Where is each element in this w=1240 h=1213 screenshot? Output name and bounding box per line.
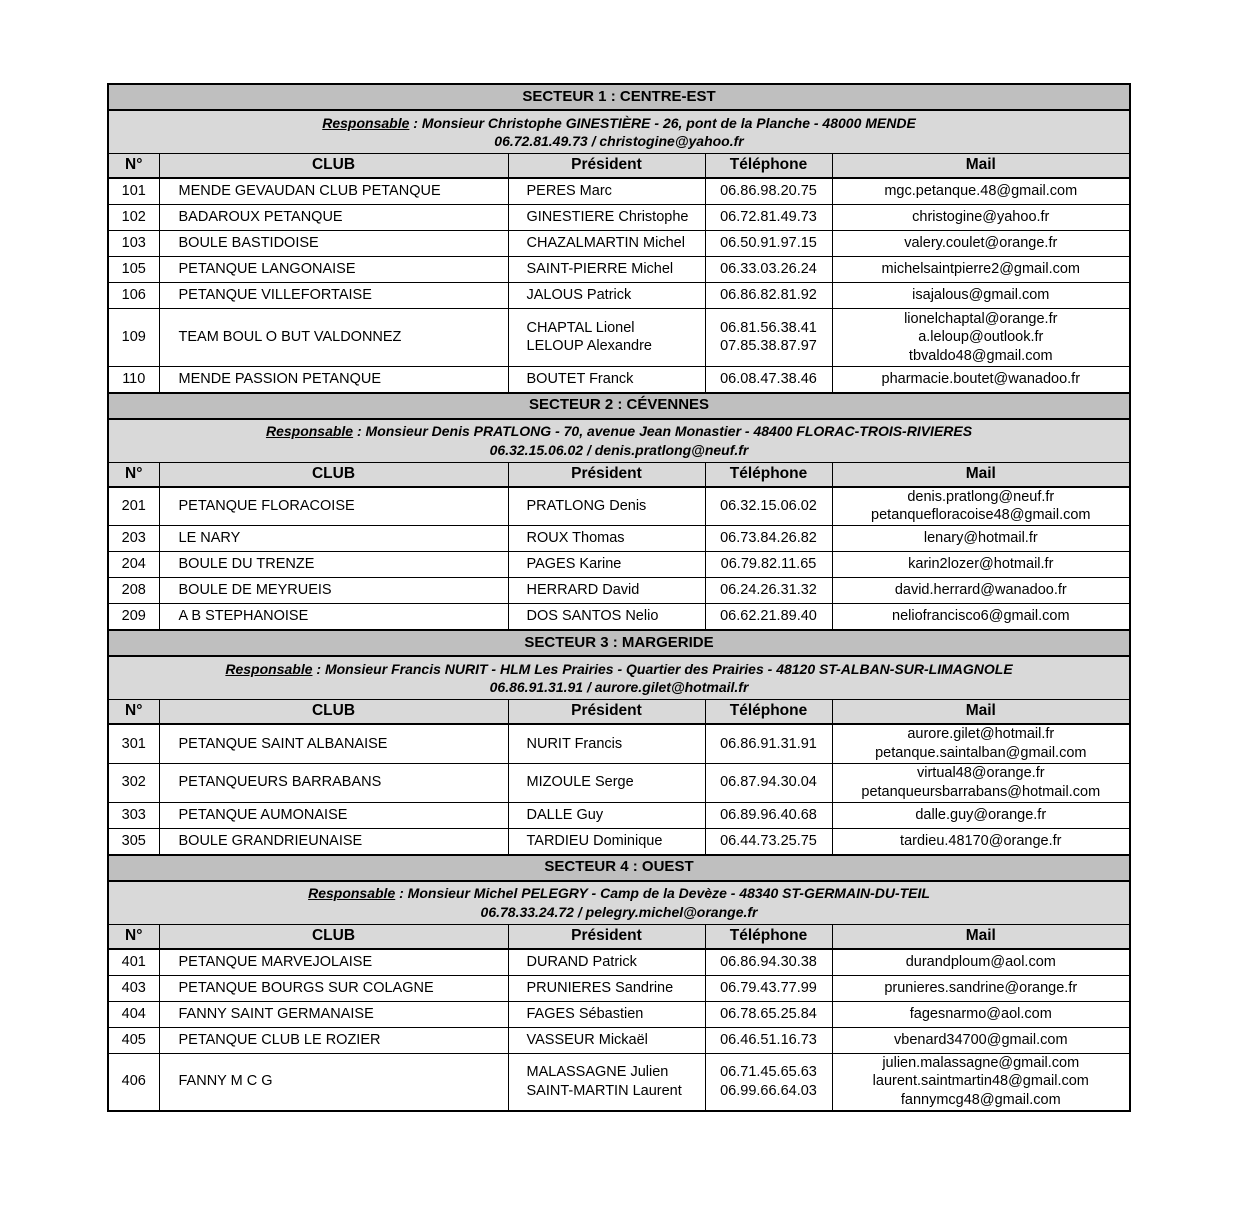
email-address[interactable]: durandploum@aol.com xyxy=(905,953,1056,970)
responsable-contact: 06.78.33.24.72 / pelegry.michel@orange.fr xyxy=(480,903,758,920)
responsable-contact: 06.72.81.49.73 / christogine@yahoo.fr xyxy=(494,133,744,149)
email-address-cell xyxy=(832,828,1130,855)
club-number: 404 xyxy=(108,1001,159,1027)
email-address[interactable]: fannymcg48@gmail.com xyxy=(900,1091,1061,1108)
col-number-header: N° xyxy=(108,154,159,179)
col-mail-header: Mail xyxy=(832,462,1130,487)
email-address-cell xyxy=(832,604,1130,631)
president-name-cell xyxy=(508,231,705,257)
president-name: ROUX Thomas xyxy=(526,530,625,547)
table-row xyxy=(108,552,1130,578)
col-mail-header: Mail xyxy=(832,700,1130,725)
phone-number: 07.85.38.87.97 xyxy=(720,338,817,355)
sector-responsable xyxy=(108,419,1130,463)
club-number: 109 xyxy=(108,309,159,367)
president-name: PAGES Karine xyxy=(526,556,622,573)
col-club-header: CLUB xyxy=(159,154,508,179)
president-name: SAINT-MARTIN Laurent xyxy=(526,1082,682,1099)
club-number: 201 xyxy=(108,487,159,526)
phone-number-cell xyxy=(705,604,832,631)
sector-responsable-row xyxy=(108,656,1130,700)
club-name: BOULE GRANDRIEUNAISE xyxy=(159,828,508,855)
col-phone-header: Téléphone xyxy=(705,462,832,487)
club-name: PETANQUE MARVEJOLAISE xyxy=(159,949,508,976)
club-name: PETANQUE VILLEFORTAISE xyxy=(159,283,508,309)
sector-responsable xyxy=(108,881,1130,925)
sector-title-row xyxy=(108,84,1130,110)
phone-number-cell xyxy=(705,178,832,205)
president-name-cell xyxy=(508,309,705,367)
phone-number-cell xyxy=(705,578,832,604)
president-name-cell xyxy=(508,178,705,205)
phone-number: 06.99.66.64.03 xyxy=(720,1082,817,1099)
table-row xyxy=(108,487,1130,526)
column-header-row xyxy=(108,700,1130,725)
phone-number-cell xyxy=(705,283,832,309)
club-number: 204 xyxy=(108,552,159,578)
table-row xyxy=(108,257,1130,283)
table-row xyxy=(108,366,1130,393)
clubs-directory xyxy=(107,83,1129,1112)
club-name: BADAROUX PETANQUE xyxy=(159,205,508,231)
president-name: VASSEUR Mickaël xyxy=(526,1031,648,1048)
phone-number-cell xyxy=(705,763,832,802)
president-name-cell xyxy=(508,604,705,631)
president-name: LELOUP Alexandre xyxy=(526,338,652,355)
club-number: 208 xyxy=(108,578,159,604)
phone-number-cell xyxy=(705,205,832,231)
col-phone-header: Téléphone xyxy=(705,154,832,179)
president-name: CHAZALMARTIN Michel xyxy=(526,235,685,252)
email-address[interactable]: lionelchaptal@orange.fr xyxy=(904,310,1058,327)
president-name-cell xyxy=(508,975,705,1001)
table-row xyxy=(108,1053,1130,1111)
president-name: DURAND Patrick xyxy=(526,953,637,970)
email-address-cell xyxy=(832,724,1130,763)
club-number: 401 xyxy=(108,949,159,976)
email-address[interactable]: fagesnarmo@aol.com xyxy=(909,1005,1052,1022)
email-address-cell xyxy=(832,309,1130,367)
phone-number: 06.81.56.38.41 xyxy=(720,319,817,336)
email-address[interactable]: david.herrard@wanadoo.fr xyxy=(894,582,1067,599)
president-name: BOUTET Franck xyxy=(526,370,634,387)
col-number-header: N° xyxy=(108,700,159,725)
phone-number: 06.79.82.11.65 xyxy=(720,556,817,573)
table-row xyxy=(108,949,1130,976)
sector-title: SECTEUR 3 : MARGERIDE xyxy=(108,630,1130,656)
table-row xyxy=(108,205,1130,231)
table-row xyxy=(108,975,1130,1001)
president-name-cell xyxy=(508,578,705,604)
president-name-cell xyxy=(508,828,705,855)
phone-number: 06.86.82.81.92 xyxy=(720,287,817,304)
president-name: JALOUS Patrick xyxy=(526,287,632,304)
col-club-header: CLUB xyxy=(159,700,508,725)
club-number: 405 xyxy=(108,1027,159,1053)
phone-number: 06.79.43.77.99 xyxy=(720,979,817,996)
email-address[interactable]: tardieu.48170@orange.fr xyxy=(900,832,1062,849)
col-number-header: N° xyxy=(108,462,159,487)
email-address[interactable]: laurent.saintmartin48@gmail.com xyxy=(872,1073,1089,1090)
sector-title: SECTEUR 1 : CENTRE-EST xyxy=(108,84,1130,110)
email-address-cell xyxy=(832,257,1130,283)
club-number: 406 xyxy=(108,1053,159,1111)
club-name: PETANQUE AUMONAISE xyxy=(159,802,508,828)
email-address[interactable]: petanque.saintalban@gmail.com xyxy=(875,744,1087,761)
email-address-cell xyxy=(832,802,1130,828)
email-address[interactable]: petanqueursbarrabans@hotmail.com xyxy=(861,783,1101,800)
email-address[interactable]: valery.coulet@orange.fr xyxy=(904,235,1058,252)
phone-number-cell xyxy=(705,231,832,257)
email-address[interactable]: michelsaintpierre2@gmail.com xyxy=(881,261,1080,278)
president-name: PRATLONG Denis xyxy=(526,498,647,514)
email-address-cell xyxy=(832,205,1130,231)
email-address-cell xyxy=(832,487,1130,526)
email-address[interactable]: a.leloup@outlook.fr xyxy=(918,329,1044,345)
col-mail-header: Mail xyxy=(832,154,1130,179)
phone-number: 06.86.98.20.75 xyxy=(720,183,817,200)
president-name-cell xyxy=(508,205,705,231)
president-name-cell xyxy=(508,949,705,976)
phone-number-cell xyxy=(705,1027,832,1053)
table-row xyxy=(108,828,1130,855)
email-address-cell xyxy=(832,178,1130,205)
email-address[interactable]: petanquefloracoise48@gmail.com xyxy=(871,507,1091,524)
phone-number-cell xyxy=(705,552,832,578)
sector-responsable xyxy=(108,656,1130,700)
president-name: PRUNIERES Sandrine xyxy=(526,979,674,996)
club-name: MENDE GEVAUDAN CLUB PETANQUE xyxy=(159,178,508,205)
email-address-cell xyxy=(832,975,1130,1001)
phone-number-cell xyxy=(705,724,832,763)
responsable-label: Responsable xyxy=(308,885,396,901)
phone-number-cell xyxy=(705,802,832,828)
email-address[interactable]: neliofrancisco6@gmail.com xyxy=(892,608,1070,625)
email-address-cell xyxy=(832,552,1130,578)
president-name: MIZOULE Serge xyxy=(526,774,634,791)
club-number: 305 xyxy=(108,828,159,855)
club-name: TEAM BOUL O BUT VALDONNEZ xyxy=(159,309,508,367)
phone-number: 06.46.51.16.73 xyxy=(720,1031,817,1048)
club-number: 301 xyxy=(108,724,159,763)
email-address-cell xyxy=(832,1001,1130,1027)
responsable-contact: 06.86.91.31.91 / aurore.gilet@hotmail.fr xyxy=(489,679,749,695)
club-number: 303 xyxy=(108,802,159,828)
president-name-cell xyxy=(508,763,705,802)
email-address-cell xyxy=(832,763,1130,802)
president-name-cell xyxy=(508,487,705,526)
responsable-label: Responsable xyxy=(322,114,410,131)
email-address[interactable]: julien.malassagne@gmail.com xyxy=(882,1054,1080,1071)
club-number: 302 xyxy=(108,763,159,802)
club-name: FANNY M C G xyxy=(159,1053,508,1111)
president-name: DALLE Guy xyxy=(526,806,604,823)
responsable-address: : Monsieur Francis NURIT - HLM Les Prairies - Quartier des Prairies - 48120 ST-ALBAN-SUR-LIMAGNOLE xyxy=(312,660,1013,677)
col-club-header: CLUB xyxy=(159,462,508,487)
president-name-cell xyxy=(508,1053,705,1111)
col-phone-header: Téléphone xyxy=(705,924,832,949)
table-row xyxy=(108,724,1130,763)
phone-number-cell xyxy=(705,828,832,855)
responsable-address: : Monsieur Christophe GINESTIÈRE - 26, pont de la Planche - 48000 MENDE xyxy=(409,114,916,131)
column-header-row xyxy=(108,462,1130,487)
president-name-cell xyxy=(508,802,705,828)
phone-number: 06.72.81.49.73 xyxy=(720,209,817,226)
phone-number: 06.73.84.26.82 xyxy=(720,530,817,547)
email-address[interactable]: mgc.petanque.48@gmail.com xyxy=(884,183,1078,200)
email-address-cell xyxy=(832,366,1130,393)
responsable-line xyxy=(109,660,1129,679)
sector-responsable-row xyxy=(108,881,1130,925)
phone-number-cell xyxy=(705,975,832,1001)
phone-number-cell xyxy=(705,1001,832,1027)
phone-number-cell xyxy=(705,949,832,976)
email-address-cell xyxy=(832,231,1130,257)
phone-number-cell xyxy=(705,309,832,367)
responsable-label: Responsable xyxy=(265,423,354,439)
president-name: HERRARD David xyxy=(526,582,640,599)
email-address-cell xyxy=(832,578,1130,604)
col-president-header: Président xyxy=(508,700,705,725)
responsable-line xyxy=(109,422,1129,441)
club-name: BOULE DE MEYRUEIS xyxy=(159,578,508,604)
president-name: GINESTIERE Christophe xyxy=(526,209,689,226)
president-name: DOS SANTOS Nelio xyxy=(526,608,659,625)
club-name: PETANQUE LANGONAISE xyxy=(159,257,508,283)
phone-number-cell xyxy=(705,487,832,526)
email-address-cell xyxy=(832,1027,1130,1053)
phone-number: 06.89.96.40.68 xyxy=(720,806,817,823)
phone-number: 06.71.45.65.63 xyxy=(720,1064,817,1080)
sector-title: SECTEUR 4 : OUEST xyxy=(108,855,1130,881)
club-number: 403 xyxy=(108,975,159,1001)
president-name: FAGES Sébastien xyxy=(526,1005,644,1022)
sector-title-row xyxy=(108,855,1130,881)
president-name: TARDIEU Dominique xyxy=(526,832,663,849)
club-name: PETANQUEURS BARRABANS xyxy=(159,763,508,802)
club-number: 110 xyxy=(108,366,159,393)
col-president-header: Président xyxy=(508,462,705,487)
column-header-row xyxy=(108,924,1130,949)
phone-number: 06.87.94.30.04 xyxy=(720,774,817,791)
responsable-line xyxy=(109,114,1129,133)
email-address[interactable]: prunieres.sandrine@orange.fr xyxy=(884,979,1078,996)
president-name-cell xyxy=(508,1027,705,1053)
column-header-row xyxy=(108,154,1130,179)
table-row xyxy=(108,526,1130,552)
email-address[interactable]: lenary@hotmail.fr xyxy=(923,530,1038,547)
table-row xyxy=(108,231,1130,257)
club-number: 203 xyxy=(108,526,159,552)
table-row xyxy=(108,283,1130,309)
sector-title-row xyxy=(108,630,1130,656)
club-number: 102 xyxy=(108,205,159,231)
club-name: PETANQUE SAINT ALBANAISE xyxy=(159,724,508,763)
president-name-cell xyxy=(508,257,705,283)
email-address[interactable]: vbenard34700@gmail.com xyxy=(894,1031,1068,1048)
phone-number: 06.32.15.06.02 xyxy=(720,498,817,514)
president-name: SAINT-PIERRE Michel xyxy=(526,261,674,278)
email-address[interactable]: aurore.gilet@hotmail.fr xyxy=(907,726,1055,743)
email-address-cell xyxy=(832,283,1130,309)
table-row xyxy=(108,604,1130,631)
club-name: A B STEPHANOISE xyxy=(159,604,508,631)
email-address-cell xyxy=(832,526,1130,552)
president-name: PERES Marc xyxy=(526,183,612,200)
president-name-cell xyxy=(508,1001,705,1027)
email-address[interactable]: isajalous@gmail.com xyxy=(912,287,1050,304)
phone-number: 06.62.21.89.40 xyxy=(720,608,817,625)
table-row xyxy=(108,1001,1130,1027)
responsable-line xyxy=(109,884,1129,903)
phone-number-cell xyxy=(705,366,832,393)
sector-responsable-row xyxy=(108,110,1130,154)
phone-number: 06.86.94.30.38 xyxy=(720,953,817,970)
phone-number: 06.86.91.31.91 xyxy=(720,735,817,752)
club-name: BOULE DU TRENZE xyxy=(159,552,508,578)
col-phone-header: Téléphone xyxy=(705,700,832,725)
phone-number: 06.44.73.25.75 xyxy=(720,832,817,849)
president-name-cell xyxy=(508,366,705,393)
club-number: 209 xyxy=(108,604,159,631)
responsable-address: : Monsieur Denis PRATLONG - 70, avenue Jean Monastier - 48400 FLORAC-TROIS-RIVIERES xyxy=(353,423,973,439)
club-name: PETANQUE BOURGS SUR COLAGNE xyxy=(159,975,508,1001)
president-name: NURIT Francis xyxy=(526,735,623,752)
table-row xyxy=(108,1027,1130,1053)
phone-number: 06.08.47.38.46 xyxy=(720,370,817,387)
table-row xyxy=(108,309,1130,367)
email-address[interactable]: pharmacie.boutet@wanadoo.fr xyxy=(881,370,1081,387)
phone-number: 06.50.91.97.15 xyxy=(720,235,817,252)
club-number: 101 xyxy=(108,178,159,205)
email-address[interactable]: karin2lozer@hotmail.fr xyxy=(908,556,1054,573)
email-address[interactable]: denis.pratlong@neuf.fr xyxy=(907,488,1055,505)
club-number: 105 xyxy=(108,257,159,283)
responsable-contact: 06.32.15.06.02 / denis.pratlong@neuf.fr xyxy=(489,441,749,458)
club-number: 106 xyxy=(108,283,159,309)
president-name: CHAPTAL Lionel xyxy=(526,319,635,336)
col-club-header: CLUB xyxy=(159,924,508,949)
email-address-cell xyxy=(832,949,1130,976)
email-address-cell xyxy=(832,1053,1130,1111)
club-number: 103 xyxy=(108,231,159,257)
president-name: MALASSAGNE Julien xyxy=(526,1064,669,1080)
responsable-address: : Monsieur Michel PELEGRY - Camp de la Devèze - 48340 ST-GERMAIN-DU-TEIL xyxy=(395,885,930,901)
club-name: PETANQUE FLORACOISE xyxy=(159,487,508,526)
sector-responsable-row xyxy=(108,419,1130,463)
phone-number: 06.33.03.26.24 xyxy=(720,261,817,278)
club-name: BOULE BASTIDOISE xyxy=(159,231,508,257)
email-address[interactable]: tbvaldo48@gmail.com xyxy=(908,347,1053,364)
table-row xyxy=(108,802,1130,828)
president-name-cell xyxy=(508,283,705,309)
table-row xyxy=(108,178,1130,205)
table-row xyxy=(108,578,1130,604)
sector-title: SECTEUR 2 : CÉVENNES xyxy=(108,393,1130,419)
col-number-header: N° xyxy=(108,924,159,949)
phone-number: 06.78.65.25.84 xyxy=(720,1005,817,1022)
phone-number-cell xyxy=(705,526,832,552)
email-address[interactable]: dalle.guy@orange.fr xyxy=(915,806,1047,823)
email-address[interactable]: christogine@yahoo.fr xyxy=(912,209,1050,226)
sector-responsable xyxy=(108,110,1130,154)
responsable-label: Responsable xyxy=(225,660,313,677)
club-name: FANNY SAINT GERMANAISE xyxy=(159,1001,508,1027)
phone-number-cell xyxy=(705,1053,832,1111)
clubs-table xyxy=(107,83,1131,1112)
phone-number: 06.24.26.31.32 xyxy=(720,582,817,599)
club-name: LE NARY xyxy=(159,526,508,552)
email-address[interactable]: virtual48@orange.fr xyxy=(916,765,1045,781)
phone-number-cell xyxy=(705,257,832,283)
club-name: PETANQUE CLUB LE ROZIER xyxy=(159,1027,508,1053)
club-name: MENDE PASSION PETANQUE xyxy=(159,366,508,393)
president-name-cell xyxy=(508,526,705,552)
sector-title-row xyxy=(108,393,1130,419)
president-name-cell xyxy=(508,552,705,578)
president-name-cell xyxy=(508,724,705,763)
col-president-header: Président xyxy=(508,154,705,179)
col-mail-header: Mail xyxy=(832,924,1130,949)
col-president-header: Président xyxy=(508,924,705,949)
table-row xyxy=(108,763,1130,802)
